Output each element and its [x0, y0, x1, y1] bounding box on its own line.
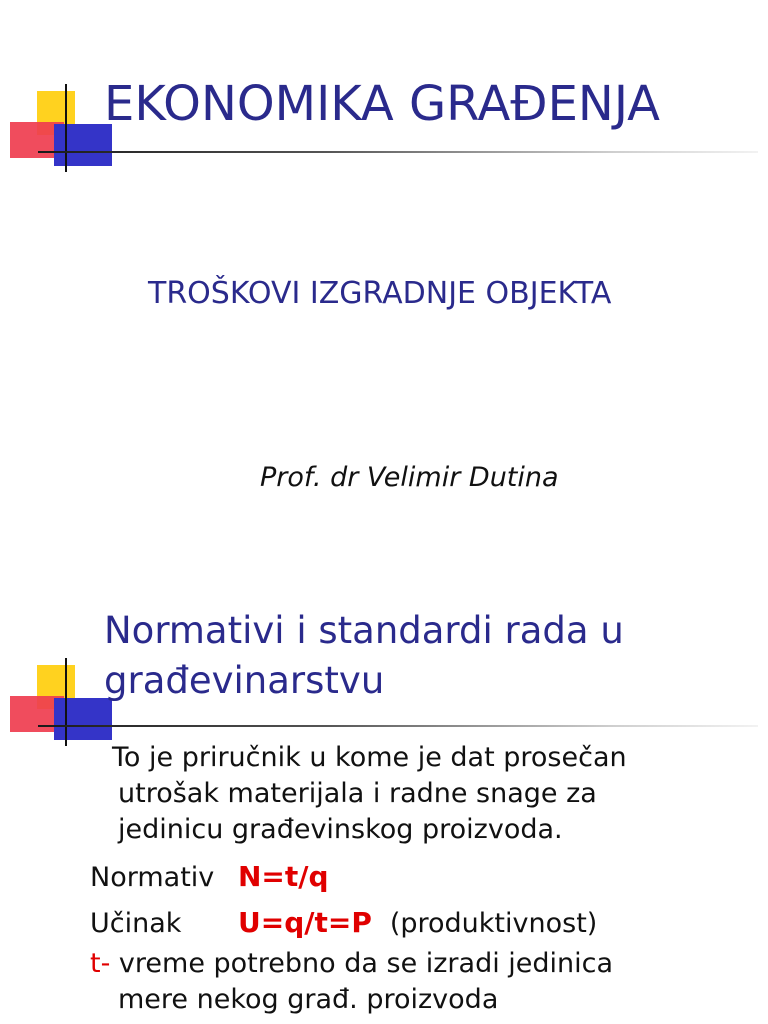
ucinak-formula: U=q/t=P	[238, 906, 372, 939]
slide-logo-icon	[8, 84, 118, 194]
ucinak-row	[90, 900, 750, 946]
slide-normativi	[0, 580, 768, 1024]
time-symbol: t-	[90, 948, 111, 979]
title-line: građevinarstvu	[104, 659, 385, 702]
title-rule	[38, 151, 758, 153]
intro-paragraph	[90, 740, 750, 848]
normativ-term: Normativ	[90, 862, 215, 893]
ucinak-term: Učinak	[90, 908, 182, 939]
author-name: Prof. dr Velimir Dutina	[260, 462, 559, 493]
slide-body	[90, 740, 750, 1018]
definition-continuation: mere nekog građ. proizvoda	[118, 984, 499, 1015]
ucinak-note: (produktivnost)	[389, 908, 598, 939]
time-definition	[90, 946, 750, 1018]
definition-text: vreme potrebno da se izradi jedinica	[110, 948, 614, 979]
presentation-subtitle: TROŠKOVI IZGRADNJE OBJEKTA	[148, 276, 612, 311]
intro-line: To je priručnik u kome je dat prosečan	[112, 742, 627, 773]
presentation-title: EKONOMIKA GRAĐENJA	[104, 76, 660, 132]
normativ-formula: N=t/q	[238, 860, 329, 893]
title-line: Normativi i standardi rada u	[104, 609, 624, 652]
title-rule	[38, 725, 758, 727]
normativ-row	[90, 854, 750, 900]
slide-title-heading	[104, 606, 744, 706]
intro-line: utrošak materijala i radne snage za	[118, 778, 597, 809]
intro-line: jedinicu građevinskog proizvoda.	[118, 814, 563, 845]
